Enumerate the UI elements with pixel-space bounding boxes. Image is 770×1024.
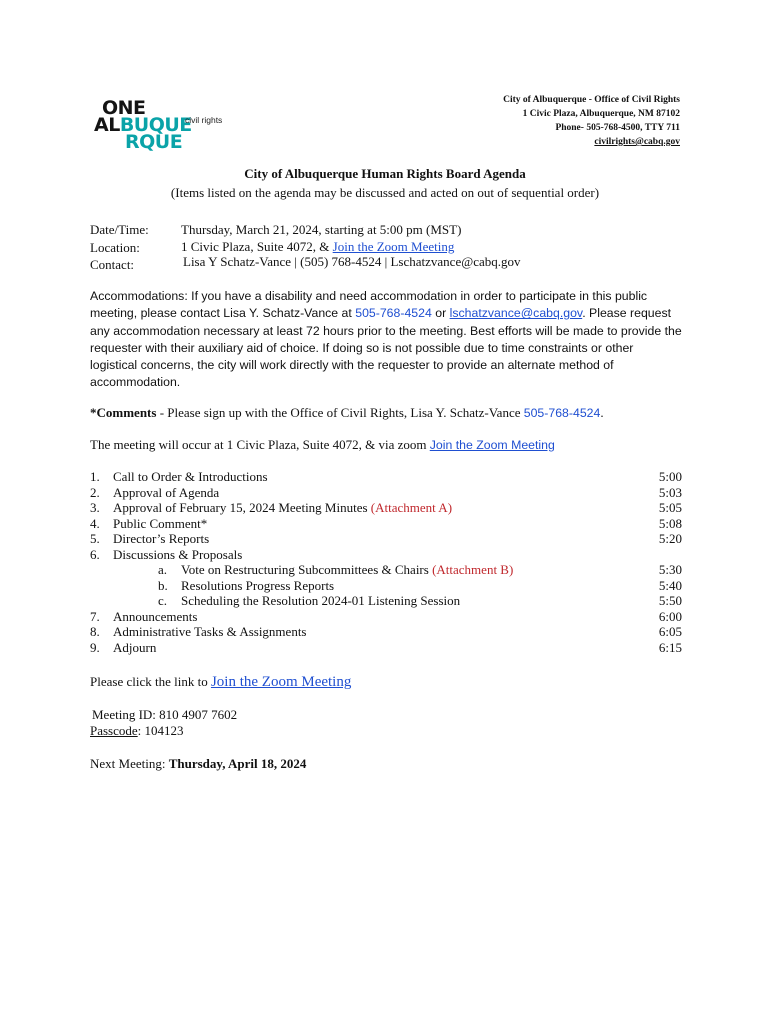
office-name: City of Albuquerque - Office of Civil Rights xyxy=(503,95,680,105)
location-text: 1 Civic Plaza, Suite 4072, & xyxy=(181,239,333,254)
agenda-item-number: 1. xyxy=(90,469,100,484)
accommodations-paragraph xyxy=(90,288,682,392)
passcode-value: : 104123 xyxy=(137,723,184,738)
agenda-item-text xyxy=(113,624,307,640)
accommodations-text-2: or xyxy=(431,306,450,321)
agenda-item-number: c. xyxy=(158,593,168,608)
agenda-item-title: Approval of Agenda xyxy=(113,484,220,500)
agenda-item-attachment: (Attachment A) xyxy=(370,500,453,515)
agenda-item-number: 8. xyxy=(90,624,100,639)
comments-line xyxy=(90,405,604,421)
next-meeting-line xyxy=(90,756,306,772)
agenda-item xyxy=(90,500,682,516)
agenda-item-title: Call to Order & Introductions xyxy=(113,469,268,484)
agenda-item-number: 7. xyxy=(90,608,100,624)
agenda-item-attachment: (Attachment B) xyxy=(432,562,514,577)
office-phone: Phone- 505-768-4500, TTY 711 xyxy=(555,123,680,133)
comments-text: - Please sign up with the Office of Civil Rights, Lisa Y. Schatz-Vance xyxy=(156,405,524,420)
agenda-item-number: 4. xyxy=(90,515,100,531)
agenda-item xyxy=(90,640,682,656)
agenda-item xyxy=(90,624,682,640)
office-header xyxy=(503,93,680,149)
agenda-item xyxy=(90,485,682,501)
agenda-list xyxy=(90,469,682,655)
agenda-item-title: Scheduling the Resolution 2024-01 Listening Session xyxy=(181,593,461,608)
comments-phone: 505-768-4524 xyxy=(523,406,601,420)
office-email-link[interactable]: civilrights@cabq.gov xyxy=(594,137,680,147)
agenda-item-time: 5:00 xyxy=(658,469,682,484)
agenda-item-title: Vote on Restructuring Subcommittees & Chairs xyxy=(181,562,433,577)
agenda-item-title: Approval of February 15, 2024 Meeting Minutes xyxy=(113,500,371,515)
agenda-item-text xyxy=(181,578,334,594)
date-value: Thursday, March 21, 2024, starting at 5:00 pm (MST) xyxy=(181,222,462,237)
agenda-item xyxy=(90,516,682,532)
contact-value: Lisa Y Schatz-Vance | (505) 768-4524 | Lschatzvance@cabq.gov xyxy=(183,254,521,269)
agenda-item-number: 9. xyxy=(90,639,100,655)
agenda-item-time: 5:05 xyxy=(658,500,682,515)
agenda-item-time: 5:30 xyxy=(658,562,682,577)
passcode-label: Passcode xyxy=(90,723,138,738)
accommodations-email-link[interactable]: lschatzvance@cabq.gov xyxy=(449,306,583,321)
accommodations-text-1: Accommodations: If you have a disability and need accommodation in order to participate in this public meeting, please contact Lisa Y. Schatz-Vance at xyxy=(90,289,648,321)
office-address: 1 Civic Plaza, Albuquerque, NM 87102 xyxy=(522,109,680,119)
agenda-item xyxy=(90,578,682,594)
agenda-item-time: 5:50 xyxy=(658,593,682,608)
agenda-item-time: 6:05 xyxy=(658,624,682,639)
location-zoom-link[interactable]: Join the Zoom Meeting xyxy=(332,239,455,254)
agenda-title: City of Albuquerque Human Rights Board Agenda xyxy=(244,166,526,181)
city-logo xyxy=(94,97,192,153)
agenda-item-title: Resolutions Progress Reports xyxy=(181,577,335,593)
agenda-item-text xyxy=(113,516,207,532)
agenda-item-text xyxy=(181,593,460,609)
agenda-item-number: a. xyxy=(158,562,168,577)
agenda-item-text xyxy=(113,531,209,547)
meeting-note xyxy=(90,437,555,453)
passcode-line xyxy=(90,723,184,739)
agenda-item xyxy=(90,562,682,578)
zoom-prompt-line xyxy=(90,674,351,691)
agenda-item-time: 5:03 xyxy=(658,484,682,500)
agenda-subtitle: (Items listed on the agenda may be discussed and acted on out of sequential order) xyxy=(170,185,600,200)
logo-line-2-teal: BUQUE xyxy=(119,114,192,136)
next-meeting-label: Next Meeting: xyxy=(90,756,169,771)
date-label: Date/Time: xyxy=(90,222,149,237)
accommodations-phone: 505-768-4524 xyxy=(355,306,432,321)
agenda-item-text xyxy=(113,609,197,625)
agenda-item-title: Announcements xyxy=(113,608,198,624)
agenda-item-text xyxy=(113,547,242,563)
agenda-item-text xyxy=(113,640,156,656)
next-meeting-date: Thursday, April 18, 2024 xyxy=(168,756,307,771)
meeting-id: Meeting ID: 810 4907 7602 xyxy=(92,707,238,722)
agenda-item-time: 5:40 xyxy=(658,577,682,593)
logo-line-3: RQUE xyxy=(125,131,183,153)
agenda-item xyxy=(90,609,682,625)
agenda-item xyxy=(90,531,682,547)
agenda-item-number: b. xyxy=(158,577,168,593)
agenda-item-time: 5:20 xyxy=(658,531,682,546)
location-label: Location: xyxy=(90,240,140,255)
agenda-item-text xyxy=(113,485,219,501)
agenda-item-time: 6:15 xyxy=(658,639,682,655)
agenda-item-text xyxy=(113,500,452,516)
agenda-item-number: 5. xyxy=(90,531,100,546)
meeting-note-text: The meeting will occur at 1 Civic Plaza, Suite 4072, & via zoom xyxy=(90,437,430,452)
logo-line-1: ONE xyxy=(102,97,146,119)
logo-tagline: civil rights xyxy=(185,115,223,125)
zoom-prompt: Please click the link to xyxy=(90,674,211,689)
agenda-item xyxy=(90,469,682,485)
agenda-item-title: Director’s Reports xyxy=(113,531,210,546)
comments-end: . xyxy=(600,405,604,420)
agenda-item-title: Administrative Tasks & Assignments xyxy=(113,624,307,639)
agenda-item-title: Public Comment* xyxy=(113,515,208,531)
agenda-item-number: 2. xyxy=(90,484,100,500)
agenda-item-title: Adjourn xyxy=(113,639,157,655)
contact-label: Contact: xyxy=(90,257,135,272)
logo-line-2-black: AL xyxy=(94,114,120,136)
agenda-item-time: 5:08 xyxy=(658,515,682,531)
agenda-item xyxy=(90,593,682,609)
agenda-item-number: 3. xyxy=(90,500,100,515)
agenda-item-number: 6. xyxy=(90,546,100,562)
accommodations-text-3: . Please request any accommodation necessary at least 72 hours prior to the meeting. Best efforts will be made to provide the requester with their auxiliary aid of choice. If doing so is not possible due to time constraints or other logistical concerns, the city will work directly with the requester to provide an alternate method of accommodation. xyxy=(90,306,682,390)
meeting-note-zoom-link[interactable]: Join the Zoom Meeting xyxy=(429,438,555,452)
agenda-item-title: Discussions & Proposals xyxy=(113,546,243,562)
zoom-join-link[interactable]: Join the Zoom Meeting xyxy=(210,674,352,690)
agenda-item-time: 6:00 xyxy=(658,608,682,624)
agenda-item-text xyxy=(113,469,268,485)
agenda-item-text xyxy=(181,562,513,578)
agenda-item xyxy=(90,547,682,563)
comments-bold: *Comments xyxy=(90,405,157,420)
